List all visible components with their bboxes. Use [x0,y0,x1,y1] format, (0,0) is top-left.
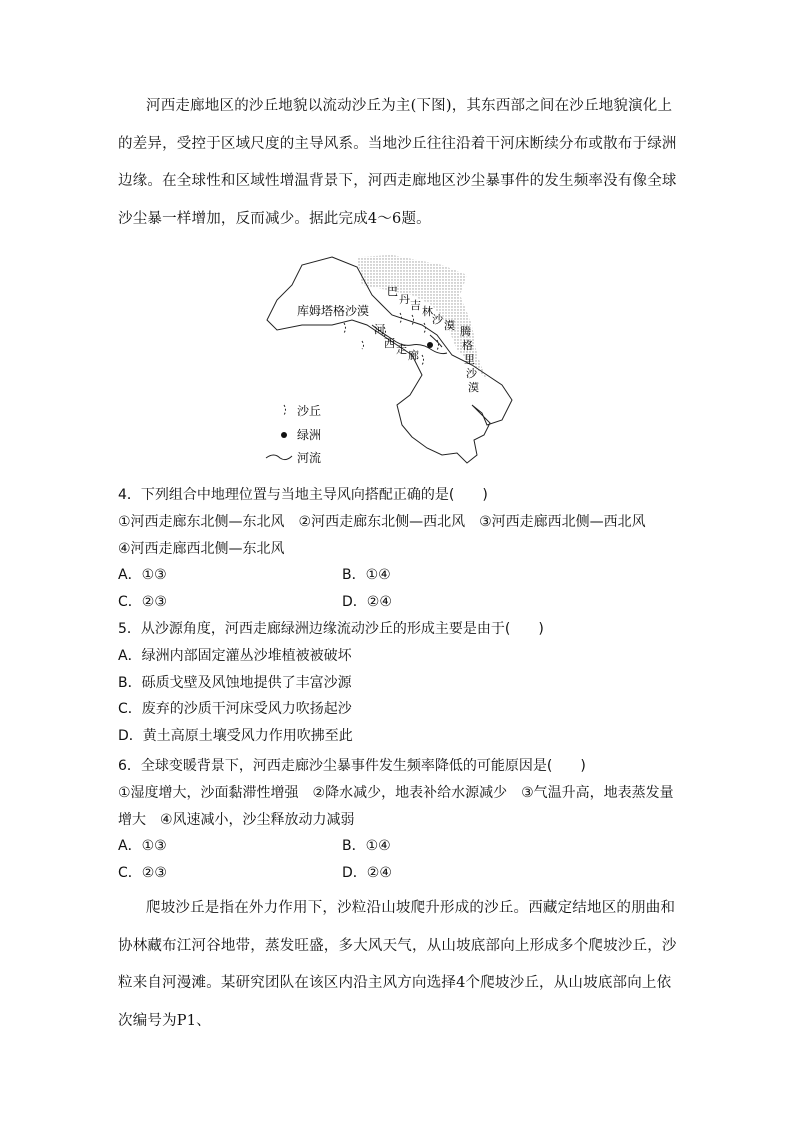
svg-text:吉: 吉 [410,299,421,312]
q6-option-a: A．①③ [118,838,167,855]
q4-option-d: D．②④ [342,594,392,611]
oasis-dot [427,342,433,348]
svg-text:廊: 廊 [408,349,419,362]
svg-text:漠: 漠 [468,381,479,394]
q6-items-1: ①湿度增大，沙面黏滞性增强 ②降水减少，地表补给水源减少 ③气温升高，地表蒸发量 [118,784,674,801]
svg-text:走: 走 [396,343,407,356]
hexi-corridor-map [262,255,532,470]
q6-option-c: C．②③ [118,865,167,882]
legend-river-icon [266,455,292,460]
q6-stem: 6．全球变暖背景下，河西走廊沙尘暴事件发生频率降低的可能原因是( ) [118,758,586,774]
q4-option-a: A．①③ [118,567,167,584]
question-4 [118,482,646,616]
intro-paragraph-1: 河西走廊地区的沙丘地貌以流动沙丘为主(下图)，其东西部之间在沙丘地貌演化上的差异，受控于区域尺度的主导风系。当地沙丘往往沿着干河床断续分布或散布于绿洲边缘。在全球性和区域性增温背景下，河西走廊地区沙尘暴事件的发生频率没有像全球沙尘暴一样增加，反而减少。据此完成4～6题。 [118,98,677,227]
q5-option-c: C．废弃的沙质干河床受风力吹扬起沙 [118,701,352,718]
svg-text:腾: 腾 [460,325,471,338]
q4-items-1: ①河西走廊东北侧—东北风 ②河西走廊东北侧—西北风 ③河西走廊西北侧—西北风 [118,513,646,530]
q5-stem: 5．从沙源角度，河西走廊绿洲边缘流动沙丘的形成主要是由于( ) [118,621,544,637]
label-kumtag: 库姆塔格沙漠 [297,304,370,318]
svg-text:沙: 沙 [432,313,443,326]
svg-text:河流: 河流 [297,451,322,465]
q6-option-d: D．②④ [342,865,392,882]
svg-text:河: 河 [374,323,385,336]
svg-text:绿洲: 绿洲 [297,428,322,442]
q6-items-2: 增大 ④风速减小，沙尘释放动力减弱 [118,811,355,828]
svg-text:格: 格 [462,339,473,352]
q4-option-b: B．①④ [342,567,391,584]
question-5 [118,616,544,750]
svg-text:漠: 漠 [444,319,455,332]
q5-option-b: B．砾质戈壁及风蚀地提供了丰富沙源 [118,674,352,691]
q4-stem: 4．下列组合中地理位置与当地主导风向搭配正确的是( ) [118,487,488,503]
svg-text:丹: 丹 [399,293,410,306]
svg-text:林: 林 [422,305,433,318]
q5-option-a: A．绿洲内部固定灌丛沙堆植被被破坏 [118,647,352,664]
q5-option-d: D．黄土高原土壤受风力作用吹拂至此 [118,728,353,745]
q4-items-2: ④河西走廊西北侧—东北风 [118,540,285,557]
legend-oasis-icon [281,432,287,438]
svg-text:巴: 巴 [387,285,398,298]
svg-text:沙丘: 沙丘 [297,404,322,418]
intro-paragraph-2: 爬坡沙丘是指在外力作用下，沙粒沿山坡爬升形成的沙丘。西藏定结地区的朋曲和协林藏布江河谷地带，蒸发旺盛，多大风天气，从山坡底部向上形成多个爬坡沙丘，沙粒来自河漫滩。某研究团队在该区内沿主风方向选择4个爬坡沙丘，从山坡底部向上依次编号为P1、 [118,900,677,1029]
svg-text:沙: 沙 [466,367,477,380]
svg-text:西: 西 [384,337,395,350]
q6-option-b: B．①④ [342,838,391,855]
label-hexi [374,323,419,362]
q4-option-c: C．②③ [118,594,167,611]
legend-dune-icon [284,405,286,415]
svg-text:里: 里 [464,353,475,366]
question-6 [118,753,674,887]
